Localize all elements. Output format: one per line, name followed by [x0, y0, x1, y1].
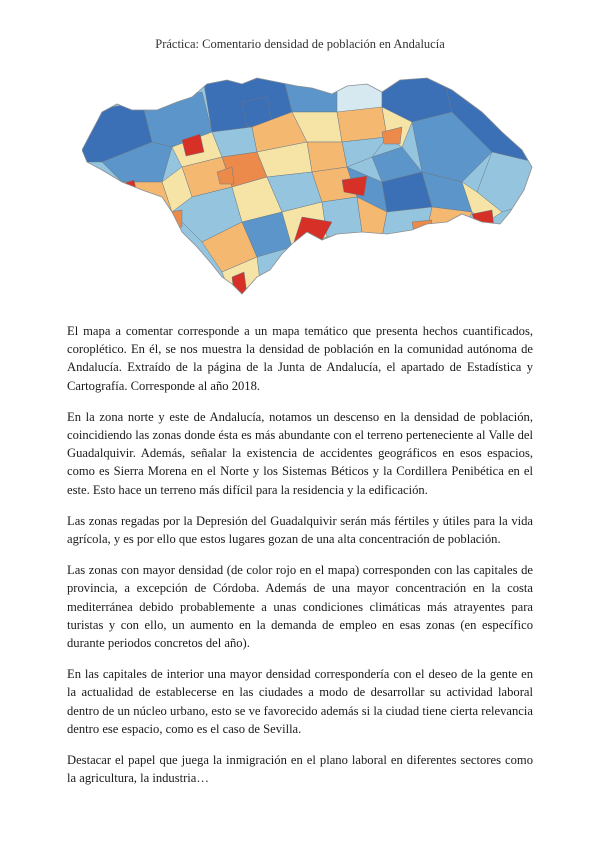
paragraph-immigration: Destacar el papel que juega la inmigración en el plano laboral en diferentes sectores como la agricultura, la industria… — [67, 753, 533, 786]
paragraph-intro: El mapa a comentar corresponde a un mapa temático que presenta hechos cuantificados, coroplético. En él, se nos muestra la densidad de población en la comunidad autónoma de Andalucía. Extraído de la página de la Junta de Andalucía, el apartado de Estadística y Cartografía. Corresponde al año 2018. — [67, 324, 533, 393]
paragraph-guadalquivir: Las zonas regadas por la Depresión del Guadalquivir serán más fértiles y útiles para la vida agrícola, y es por ello que estos lugares gozan de una alta concentración de población. — [67, 513, 533, 547]
page-title: Práctica: Comentario densidad de población en Andalucía — [155, 37, 445, 51]
paragraph-interior-capitals: En las capitales de interior una mayor densidad correspondería con el deseo de la gente en la actualidad de establecerse en las ciudades a modo de desarrollar su actividad laboral dentro de un núcleo urbano, esto se ve favorecido además si la ciudad tiene cierta relevancia dentro ese espacio, como es el caso de Sevilla. — [67, 667, 533, 736]
document-body — [67, 322, 533, 800]
paragraph-high-density: Las zonas con mayor densidad (de color rojo en el mapa) corresponden con las capitales de provincia, a excepción de Córdoba. Además de una mayor concentración en la costa mediterránea debido probablemente a unas condiciones climáticas más atrayentes para turistas y con ello, un aumento en la demanda de empleo en esas zonas (en específico durante periodos concretos del año). — [67, 563, 533, 651]
andalucia-density-map — [82, 72, 534, 298]
paragraph-north-east: En la zona norte y este de Andalucía, notamos un descenso en la densidad de población, coincidiendo las zonas donde ésta es más abundante con el terreno perteneciente al Valle del Guadalquivir. Además, señalar la existencia de accidentes geográficos en esos espacios, como es Sierra Morena en el Norte y los Sistemas Béticos y la Cordillera Penibética en el este. Esto hace un terreno más difícil para la residencia y la edificación. — [67, 409, 533, 497]
